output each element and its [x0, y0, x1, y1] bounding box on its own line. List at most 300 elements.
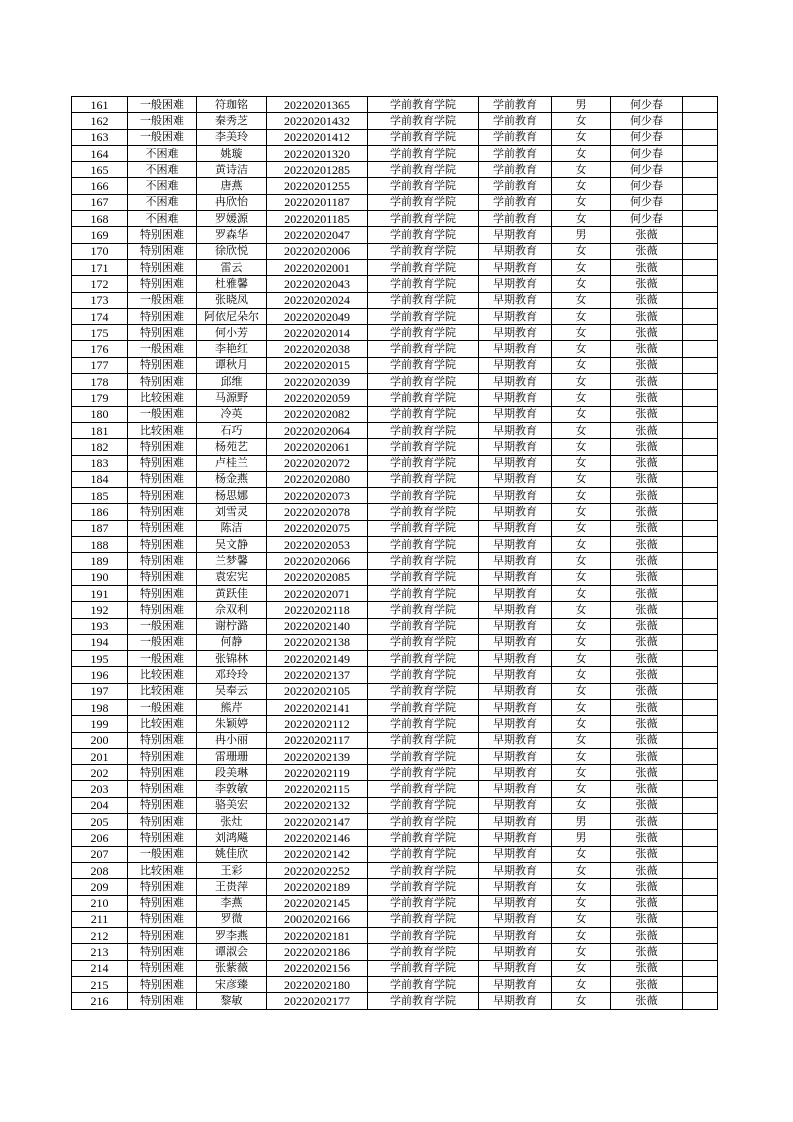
- student-name-cell: 邓玲玲: [197, 667, 267, 683]
- difficulty-level-cell: 特别困难: [128, 977, 197, 993]
- gender-cell: 女: [552, 520, 611, 536]
- student-id-cell: 20220201432: [267, 113, 368, 129]
- gender-cell: 女: [552, 781, 611, 797]
- student-name-cell: 佘双利: [197, 602, 267, 618]
- remark-cell: [683, 471, 718, 487]
- row-index-cell: 202: [72, 765, 128, 781]
- difficulty-level-cell: 特别困难: [128, 781, 197, 797]
- college-cell: 学前教育学院: [368, 178, 479, 194]
- student-name-cell: 王彩: [197, 862, 267, 878]
- row-index-cell: 192: [72, 602, 128, 618]
- gender-cell: 女: [552, 765, 611, 781]
- college-cell: 学前教育学院: [368, 243, 479, 259]
- student-name-cell: 马源野: [197, 390, 267, 406]
- gender-cell: 女: [552, 178, 611, 194]
- counselor-cell: 张薇: [611, 259, 683, 275]
- counselor-cell: 张薇: [611, 276, 683, 292]
- gender-cell: 女: [552, 259, 611, 275]
- college-cell: 学前教育学院: [368, 390, 479, 406]
- row-index-cell: 212: [72, 928, 128, 944]
- table-row: [72, 537, 718, 553]
- counselor-cell: 张薇: [611, 455, 683, 471]
- row-index-cell: 201: [72, 748, 128, 764]
- college-cell: 学前教育学院: [368, 797, 479, 813]
- major-cell: 学前教育: [479, 129, 552, 145]
- difficulty-level-cell: 特别困难: [128, 911, 197, 927]
- table-row: [72, 683, 718, 699]
- table-row: [72, 374, 718, 390]
- gender-cell: 女: [552, 667, 611, 683]
- row-index-cell: 188: [72, 537, 128, 553]
- college-cell: 学前教育学院: [368, 944, 479, 960]
- college-cell: 学前教育学院: [368, 374, 479, 390]
- gender-cell: 女: [552, 846, 611, 862]
- remark-cell: [683, 683, 718, 699]
- major-cell: 早期教育: [479, 830, 552, 846]
- counselor-cell: 张薇: [611, 520, 683, 536]
- major-cell: 早期教育: [479, 748, 552, 764]
- gender-cell: 女: [552, 993, 611, 1009]
- remark-cell: [683, 879, 718, 895]
- major-cell: 早期教育: [479, 781, 552, 797]
- row-index-cell: 177: [72, 357, 128, 373]
- major-cell: 早期教育: [479, 814, 552, 830]
- counselor-cell: 张薇: [611, 243, 683, 259]
- student-id-cell: 20220202024: [267, 292, 368, 308]
- table-row: [72, 911, 718, 927]
- remark-cell: [683, 618, 718, 634]
- difficulty-level-cell: 特别困难: [128, 879, 197, 895]
- student-id-cell: 20220202043: [267, 276, 368, 292]
- college-cell: 学前教育学院: [368, 211, 479, 227]
- difficulty-level-cell: 比较困难: [128, 716, 197, 732]
- row-index-cell: 190: [72, 569, 128, 585]
- row-index-cell: 206: [72, 830, 128, 846]
- gender-cell: 女: [552, 797, 611, 813]
- student-name-cell: 张灶: [197, 814, 267, 830]
- major-cell: 早期教育: [479, 765, 552, 781]
- table-row: [72, 276, 718, 292]
- table-row: [72, 993, 718, 1009]
- student-name-cell: 李燕: [197, 895, 267, 911]
- college-cell: 学前教育学院: [368, 716, 479, 732]
- row-index-cell: 185: [72, 488, 128, 504]
- counselor-cell: 张薇: [611, 227, 683, 243]
- student-name-cell: 谭淑会: [197, 944, 267, 960]
- difficulty-level-cell: 一般困难: [128, 699, 197, 715]
- difficulty-level-cell: 特别困难: [128, 569, 197, 585]
- college-cell: 学前教育学院: [368, 455, 479, 471]
- table-row: [72, 325, 718, 341]
- major-cell: 早期教育: [479, 928, 552, 944]
- gender-cell: 女: [552, 553, 611, 569]
- row-index-cell: 165: [72, 162, 128, 178]
- row-index-cell: 174: [72, 308, 128, 324]
- remark-cell: [683, 634, 718, 650]
- student-id-cell: 20220202047: [267, 227, 368, 243]
- remark-cell: [683, 993, 718, 1009]
- row-index-cell: 199: [72, 716, 128, 732]
- college-cell: 学前教育学院: [368, 895, 479, 911]
- row-index-cell: 198: [72, 699, 128, 715]
- college-cell: 学前教育学院: [368, 830, 479, 846]
- major-cell: 早期教育: [479, 732, 552, 748]
- student-id-cell: 20220202059: [267, 390, 368, 406]
- table-row: [72, 341, 718, 357]
- difficulty-level-cell: 特别困难: [128, 439, 197, 455]
- student-id-cell: 20220202105: [267, 683, 368, 699]
- major-cell: 早期教育: [479, 357, 552, 373]
- student-name-cell: 袁宏宪: [197, 569, 267, 585]
- difficulty-level-cell: 特别困难: [128, 830, 197, 846]
- row-index-cell: 207: [72, 846, 128, 862]
- remark-cell: [683, 830, 718, 846]
- difficulty-level-cell: 比较困难: [128, 683, 197, 699]
- counselor-cell: 张薇: [611, 960, 683, 976]
- counselor-cell: 张薇: [611, 292, 683, 308]
- gender-cell: 女: [552, 977, 611, 993]
- row-index-cell: 214: [72, 960, 128, 976]
- counselor-cell: 张薇: [611, 569, 683, 585]
- major-cell: 早期教育: [479, 911, 552, 927]
- remark-cell: [683, 243, 718, 259]
- college-cell: 学前教育学院: [368, 488, 479, 504]
- student-id-cell: 20220202066: [267, 553, 368, 569]
- student-id-cell: 20220202177: [267, 993, 368, 1009]
- gender-cell: 女: [552, 276, 611, 292]
- table-row: [72, 292, 718, 308]
- student-id-cell: 20220202147: [267, 814, 368, 830]
- difficulty-level-cell: 特别困难: [128, 276, 197, 292]
- table-row: [72, 585, 718, 601]
- college-cell: 学前教育学院: [368, 162, 479, 178]
- student-name-cell: 兰梦馨: [197, 553, 267, 569]
- student-id-cell: 20220202145: [267, 895, 368, 911]
- college-cell: 学前教育学院: [368, 911, 479, 927]
- gender-cell: 女: [552, 944, 611, 960]
- gender-cell: 女: [552, 928, 611, 944]
- table-row: [72, 113, 718, 129]
- counselor-cell: 何少春: [611, 113, 683, 129]
- college-cell: 学前教育学院: [368, 634, 479, 650]
- remark-cell: [683, 944, 718, 960]
- gender-cell: 女: [552, 162, 611, 178]
- major-cell: 早期教育: [479, 422, 552, 438]
- table-row: [72, 422, 718, 438]
- difficulty-level-cell: 比较困难: [128, 667, 197, 683]
- student-id-cell: 20220202015: [267, 357, 368, 373]
- student-id-cell: 20220202138: [267, 634, 368, 650]
- difficulty-level-cell: 特别困难: [128, 585, 197, 601]
- major-cell: 早期教育: [479, 374, 552, 390]
- student-name-cell: 冉欣怡: [197, 194, 267, 210]
- student-name-cell: 杨思娜: [197, 488, 267, 504]
- remark-cell: [683, 390, 718, 406]
- student-id-cell: 20220202001: [267, 259, 368, 275]
- major-cell: 学前教育: [479, 145, 552, 161]
- student-name-cell: 李美玲: [197, 129, 267, 145]
- student-name-cell: 罗媛源: [197, 211, 267, 227]
- difficulty-level-cell: 一般困难: [128, 651, 197, 667]
- counselor-cell: 张薇: [611, 928, 683, 944]
- table-row: [72, 732, 718, 748]
- row-index-cell: 186: [72, 504, 128, 520]
- student-name-cell: 唐燕: [197, 178, 267, 194]
- difficulty-level-cell: 一般困难: [128, 634, 197, 650]
- gender-cell: 女: [552, 406, 611, 422]
- college-cell: 学前教育学院: [368, 357, 479, 373]
- gender-cell: 女: [552, 732, 611, 748]
- table-row: [72, 928, 718, 944]
- table-row: [72, 406, 718, 422]
- gender-cell: 女: [552, 879, 611, 895]
- college-cell: 学前教育学院: [368, 569, 479, 585]
- counselor-cell: 何少春: [611, 129, 683, 145]
- student-name-cell: 王贵萍: [197, 879, 267, 895]
- college-cell: 学前教育学院: [368, 667, 479, 683]
- student-id-cell: 20220202156: [267, 960, 368, 976]
- remark-cell: [683, 699, 718, 715]
- row-index-cell: 164: [72, 145, 128, 161]
- student-name-cell: 卢桂兰: [197, 455, 267, 471]
- major-cell: 早期教育: [479, 439, 552, 455]
- gender-cell: 女: [552, 422, 611, 438]
- student-id-cell: 20220202082: [267, 406, 368, 422]
- difficulty-level-cell: 特别困难: [128, 357, 197, 373]
- difficulty-level-cell: 特别困难: [128, 325, 197, 341]
- college-cell: 学前教育学院: [368, 145, 479, 161]
- table-body: [72, 97, 718, 1010]
- row-index-cell: 209: [72, 879, 128, 895]
- counselor-cell: 张薇: [611, 585, 683, 601]
- remark-cell: [683, 504, 718, 520]
- student-name-cell: 刘雪灵: [197, 504, 267, 520]
- student-id-cell: 20220202072: [267, 455, 368, 471]
- major-cell: 早期教育: [479, 699, 552, 715]
- row-index-cell: 181: [72, 422, 128, 438]
- college-cell: 学前教育学院: [368, 259, 479, 275]
- row-index-cell: 183: [72, 455, 128, 471]
- college-cell: 学前教育学院: [368, 781, 479, 797]
- difficulty-level-cell: 不困难: [128, 162, 197, 178]
- row-index-cell: 161: [72, 97, 128, 113]
- counselor-cell: 张薇: [611, 944, 683, 960]
- college-cell: 学前教育学院: [368, 325, 479, 341]
- major-cell: 早期教育: [479, 944, 552, 960]
- counselor-cell: 张薇: [611, 406, 683, 422]
- student-name-cell: 雷云: [197, 259, 267, 275]
- table-row: [72, 830, 718, 846]
- difficulty-level-cell: 特别困难: [128, 928, 197, 944]
- counselor-cell: 何少春: [611, 178, 683, 194]
- student-id-cell: 20220202142: [267, 846, 368, 862]
- difficulty-level-cell: 特别困难: [128, 488, 197, 504]
- remark-cell: [683, 748, 718, 764]
- gender-cell: 女: [552, 634, 611, 650]
- table-row: [72, 145, 718, 161]
- college-cell: 学前教育学院: [368, 292, 479, 308]
- college-cell: 学前教育学院: [368, 341, 479, 357]
- difficulty-level-cell: 特别困难: [128, 797, 197, 813]
- remark-cell: [683, 716, 718, 732]
- student-table-sheet: [71, 96, 717, 1010]
- table-row: [72, 97, 718, 113]
- college-cell: 学前教育学院: [368, 276, 479, 292]
- table-row: [72, 178, 718, 194]
- remark-cell: [683, 97, 718, 113]
- row-index-cell: 172: [72, 276, 128, 292]
- student-id-cell: 20220202075: [267, 520, 368, 536]
- counselor-cell: 张薇: [611, 732, 683, 748]
- difficulty-level-cell: 一般困难: [128, 292, 197, 308]
- row-index-cell: 163: [72, 129, 128, 145]
- row-index-cell: 162: [72, 113, 128, 129]
- remark-cell: [683, 732, 718, 748]
- remark-cell: [683, 325, 718, 341]
- table-row: [72, 520, 718, 536]
- student-id-cell: 20220202014: [267, 325, 368, 341]
- college-cell: 学前教育学院: [368, 553, 479, 569]
- major-cell: 早期教育: [479, 553, 552, 569]
- gender-cell: 女: [552, 911, 611, 927]
- college-cell: 学前教育学院: [368, 748, 479, 764]
- gender-cell: 女: [552, 537, 611, 553]
- remark-cell: [683, 292, 718, 308]
- college-cell: 学前教育学院: [368, 879, 479, 895]
- row-index-cell: 215: [72, 977, 128, 993]
- remark-cell: [683, 846, 718, 862]
- student-id-cell: 20220201185: [267, 211, 368, 227]
- gender-cell: 女: [552, 716, 611, 732]
- student-name-cell: 李敦敏: [197, 781, 267, 797]
- student-id-cell: 20220202180: [267, 977, 368, 993]
- remark-cell: [683, 276, 718, 292]
- gender-cell: 女: [552, 194, 611, 210]
- student-name-cell: 邱维: [197, 374, 267, 390]
- student-name-cell: 罗森华: [197, 227, 267, 243]
- row-index-cell: 200: [72, 732, 128, 748]
- student-id-cell: 20220202112: [267, 716, 368, 732]
- counselor-cell: 张薇: [611, 634, 683, 650]
- remark-cell: [683, 129, 718, 145]
- table-row: [72, 716, 718, 732]
- difficulty-level-cell: 特别困难: [128, 765, 197, 781]
- student-id-cell: 20220202119: [267, 765, 368, 781]
- remark-cell: [683, 651, 718, 667]
- student-id-cell: 20220202140: [267, 618, 368, 634]
- student-id-cell: 20220202132: [267, 797, 368, 813]
- major-cell: 学前教育: [479, 211, 552, 227]
- table-row: [72, 162, 718, 178]
- major-cell: 早期教育: [479, 325, 552, 341]
- major-cell: 早期教育: [479, 602, 552, 618]
- student-id-cell: 20220202186: [267, 944, 368, 960]
- major-cell: 早期教育: [479, 471, 552, 487]
- student-name-cell: 黄跃佳: [197, 585, 267, 601]
- gender-cell: 女: [552, 862, 611, 878]
- remark-cell: [683, 308, 718, 324]
- row-index-cell: 196: [72, 667, 128, 683]
- table-row: [72, 879, 718, 895]
- student-id-cell: 20220201255: [267, 178, 368, 194]
- major-cell: 早期教育: [479, 569, 552, 585]
- row-index-cell: 208: [72, 862, 128, 878]
- counselor-cell: 张薇: [611, 618, 683, 634]
- difficulty-level-cell: 特别困难: [128, 504, 197, 520]
- row-index-cell: 170: [72, 243, 128, 259]
- table-row: [72, 129, 718, 145]
- counselor-cell: 张薇: [611, 781, 683, 797]
- counselor-cell: 张薇: [611, 374, 683, 390]
- student-name-cell: 骆美宏: [197, 797, 267, 813]
- gender-cell: 女: [552, 374, 611, 390]
- gender-cell: 女: [552, 488, 611, 504]
- major-cell: 早期教育: [479, 455, 552, 471]
- row-index-cell: 167: [72, 194, 128, 210]
- counselor-cell: 张薇: [611, 765, 683, 781]
- row-index-cell: 182: [72, 439, 128, 455]
- student-id-cell: 20220202080: [267, 471, 368, 487]
- student-id-cell: 20220202085: [267, 569, 368, 585]
- difficulty-level-cell: 特别困难: [128, 259, 197, 275]
- counselor-cell: 张薇: [611, 504, 683, 520]
- row-index-cell: 173: [72, 292, 128, 308]
- college-cell: 学前教育学院: [368, 602, 479, 618]
- college-cell: 学前教育学院: [368, 651, 479, 667]
- counselor-cell: 张薇: [611, 814, 683, 830]
- major-cell: 早期教育: [479, 667, 552, 683]
- difficulty-level-cell: 特别困难: [128, 748, 197, 764]
- college-cell: 学前教育学院: [368, 471, 479, 487]
- major-cell: 早期教育: [479, 618, 552, 634]
- college-cell: 学前教育学院: [368, 406, 479, 422]
- difficulty-level-cell: 特别困难: [128, 455, 197, 471]
- row-index-cell: 193: [72, 618, 128, 634]
- remark-cell: [683, 602, 718, 618]
- table-row: [72, 227, 718, 243]
- gender-cell: 女: [552, 341, 611, 357]
- student-id-cell: 20220202064: [267, 422, 368, 438]
- gender-cell: 女: [552, 439, 611, 455]
- student-id-cell: 20220202252: [267, 862, 368, 878]
- counselor-cell: 张薇: [611, 439, 683, 455]
- difficulty-level-cell: 特别困难: [128, 993, 197, 1009]
- student-id-cell: 20220202078: [267, 504, 368, 520]
- difficulty-level-cell: 特别困难: [128, 243, 197, 259]
- major-cell: 学前教育: [479, 113, 552, 129]
- student-id-cell: 20220202115: [267, 781, 368, 797]
- student-id-cell: 20220201365: [267, 97, 368, 113]
- counselor-cell: 张薇: [611, 830, 683, 846]
- major-cell: 学前教育: [479, 178, 552, 194]
- student-name-cell: 秦秀芝: [197, 113, 267, 129]
- student-name-cell: 黎敏: [197, 993, 267, 1009]
- table-row: [72, 895, 718, 911]
- student-name-cell: 李艳红: [197, 341, 267, 357]
- remark-cell: [683, 862, 718, 878]
- difficulty-level-cell: 一般困难: [128, 97, 197, 113]
- remark-cell: [683, 374, 718, 390]
- remark-cell: [683, 178, 718, 194]
- difficulty-level-cell: 一般困难: [128, 846, 197, 862]
- gender-cell: 女: [552, 748, 611, 764]
- college-cell: 学前教育学院: [368, 732, 479, 748]
- remark-cell: [683, 895, 718, 911]
- student-name-cell: 冉小丽: [197, 732, 267, 748]
- table-row: [72, 814, 718, 830]
- college-cell: 学前教育学院: [368, 504, 479, 520]
- gender-cell: 女: [552, 211, 611, 227]
